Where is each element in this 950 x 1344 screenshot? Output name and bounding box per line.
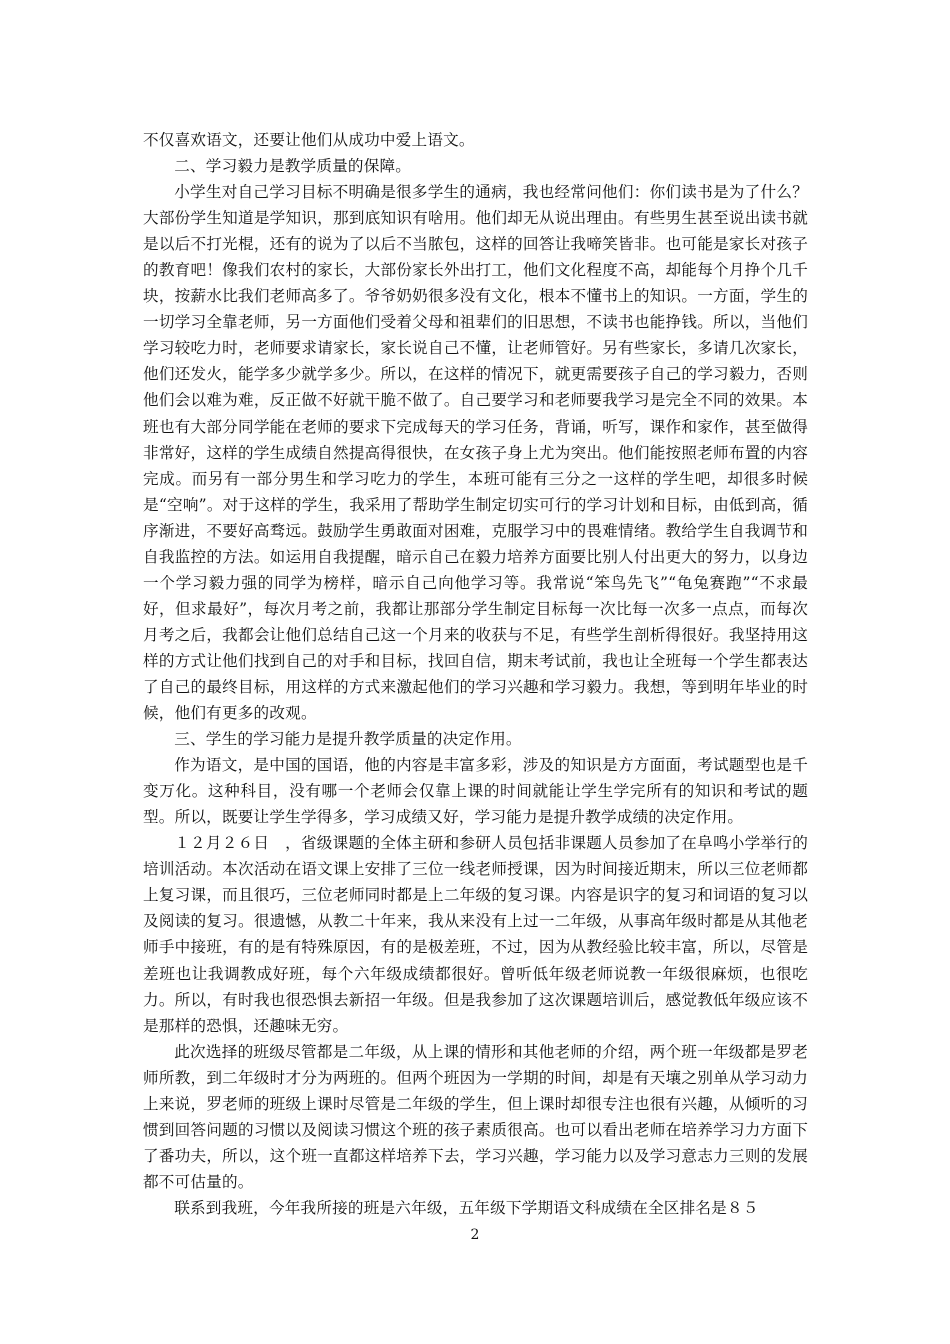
paragraph-my-class: 联系到我班，今年我所接的班是六年级，五年级下学期语文科成绩在全区排名是８５ [174, 1198, 759, 1217]
paragraph-class-comparison: 此次选择的班级尽管都是二年级，从上课的情形和其他老师的介绍，两个班一年级都是罗老师所教，到二年级时才分为两班的。但两个班因为一学期的时间，却是有天壤之别单从学习动力上来说，罗老师的班级上课时尽管是二年级的学生，但上课时却很专注也很有兴趣，从倾听的习惯到回答问题的习惯以及阅读习惯这个班的孩子素质很高。也可以看出老师在培养学习力方面下了番功夫，所以，这个班一直都这样培养下去，学习兴趣，学习能力以及学习意志力三则的发展都不可估量的。 [143, 1042, 808, 1191]
paragraph-training-activity: １２月２６日 ，省级课题的全体主研和参研人员包括非课题人员参加了在阜鸣小学举行的培训活动。本次活动在语文课上安排了三位一线老师授课，因为时间接近期末，所以三位老师都上复习课，而且很巧，三位老师同时都是上二年级的复习课。内容是识字的复习和词语的复习以及阅读的复习。很遗憾，从教二十年来，我从来没有上过一二年级，从事高年级时都是从其他老师手中接班，有的是有特殊原因，有的是极差班，不过，因为从教经验比较丰富，所以，尽管是差班也让我调教成好班，每个六年级成绩都很好。曾听低年级老师说教一年级很麻烦，也很吃力。所以，有时我也很恐惧去新招一年级。但是我参加了这次课题培训后，感觉教低年级应该不是那样的恐惧，还趣味无穷。 [143, 834, 808, 1035]
section-heading-three: 三、学生的学习能力是提升教学质量的决定作用。 [174, 730, 522, 749]
paragraph-continuation: 不仅喜欢语文，还要让他们从成功中爱上语文。 [143, 131, 475, 149]
page-number: 2 [470, 1227, 480, 1243]
section-heading-two: 二、学习毅力是教学质量的保障。 [174, 157, 412, 176]
paragraph-chinese-subject: 作为语文，是中国的国语，他的内容是丰富多彩，涉及的知识是方方面面，考试题型也是千变万化。这种科目，没有哪一个老师会仅靠上课的时间就能让学生学完所有的知识和考试的题型。所以，既要让学生学得多，学习成绩又好，学习能力是提升教学成绩的决定作用。 [143, 756, 808, 827]
document-body [143, 127, 808, 1221]
paragraph-learning-perseverance: 小学生对自己学习目标不明确是很多学生的通病，我也经常问他们：你们读书是为了什么？大部份学生知道是学知识，那到底知识有啥用。他们却无从说出理由。有些男生甚至说出读书就是以后不打光棍，还有的说为了以后不当脓包，这样的回答让我啼笑皆非。也可能是家长对孩子的教育吧！像我们农村的家长，大部份家长外出打工，他们文化程度不高，却能每个月挣个几千块，按薪水比我们老师高多了。爷爷奶奶很多没有文化，根本不懂书上的知识。一方面，学生的一切学习全靠老师，另一方面他们受着父母和祖辈们的旧思想，不读书也能挣钱。所以，当他们学习较吃力时，老师要求请家长，家长说自己不懂，让老师管好。另有些家长，多请几次家长，他们还发火，能学多少就学多少。所以，在这样的情况下，就更需要孩子自己的学习毅力，否则他们会以难为难，反正做不好就干脆不做了。自己要学习和老师要我学习是完全不同的效果。本班也有大部分同学能在老师的要求下完成每天的学习任务，背诵，听写，课作和家作，甚至做得非常好，这样的学生成绩自然提高得很快，在女孩子身上尤为突出。他们能按照老师布置的内容完成。而另有一部分男生和学习吃力的学生，本班可能有三分之一这样的学生吧，却很多时候是“空响”。对于这样的学生，我采用了帮助学生制定切实可行的学习计划和目标，由低到高，循序渐进，不要好高骛远。鼓励学生勇敢面对困难，克服学习中的畏难情绪。教给学生自我调节和自我监控的方法。如运用自我提醒，暗示自己在毅力培养方面要比别人付出更大的努力，以身边一个学习毅力强的同学为榜样，暗示自己向他学习等。我常说“笨鸟先飞”“龟兔赛跑”“不求最好，但求最好”，每次月考之前，我都让那部分学生制定目标每一次比每一次多一点点，而每次月考之后，我都会让他们总结自己这一个月来的收获与不足，有些学生剖析得很好。我坚持用这样的方式让他们找到自己的对手和目标，找回自信，期末考试前，我也让全班每一个学生都表达了自己的最终目标，用这样的方式来激起他们的学习兴趣和学习毅力。我想，等到明年毕业的时候，他们有更多的改观。 [143, 183, 808, 723]
